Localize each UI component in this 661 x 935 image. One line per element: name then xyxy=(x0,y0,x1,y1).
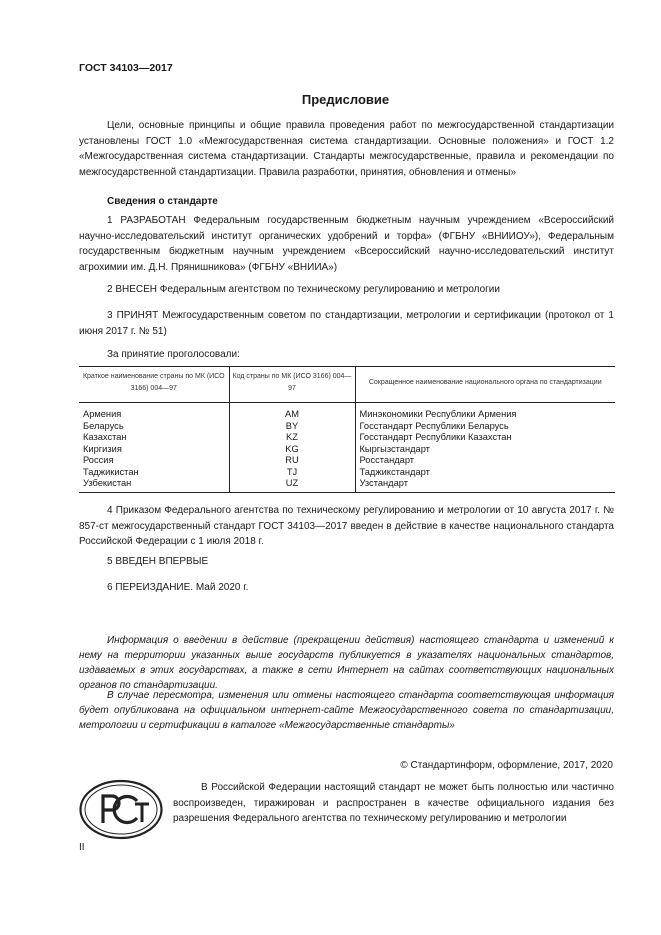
table-row xyxy=(79,455,615,467)
table-row xyxy=(79,432,615,444)
intro-paragraph: Цели, основные принципы и общие правила проведения работ по межгосударственной стандартизации установлены ГОСТ 1.0 «Межгосударственная система стандартизации. Основные положения» и ГОСТ 1.2 «Межгосударственная система стандартизации. Стандарты межгосударственные, правила и рекомендации по межгосударственной стандартизации. Правила разработки, принятия, обновления и отмены» xyxy=(79,120,614,178)
rst-logo-icon xyxy=(79,779,163,840)
standards-body: Госстандарт Республики Казахстан xyxy=(355,432,615,444)
country-code: AM xyxy=(229,403,355,421)
country-code: UZ xyxy=(229,478,355,492)
item-adopted: 3 ПРИНЯТ Межгосударственным советом по стандартизации, метрологии и сертификации (протокол от 1 июня 2017 г. № 51) xyxy=(79,310,614,337)
item-developed: 1 РАЗРАБОТАН Федеральным государственным бюджетным научным учреждением «Всероссийский научно-исследовательский институт органических удобрений и торфа» (ФГБНУ «ВНИИОУ»), Федеральным государственным бюджетным научным учреждением «Всероссийский научно-исследовательский институт агрохимии им. Д.Н. Прянишникова» (ФГБНУ «ВНИИА») xyxy=(79,215,614,273)
country-name: Киргизия xyxy=(83,443,122,454)
country-name: Узбекистан xyxy=(79,478,229,492)
table-header: Код страны по МК (ИСО 3166) 004—97 xyxy=(229,367,355,403)
table-row xyxy=(79,478,615,492)
standards-body: Кыргызстандарт xyxy=(355,444,615,456)
voted-label: За принятие проголосовали: xyxy=(107,349,240,360)
country-code: RU xyxy=(229,455,355,467)
item-order: 4 Приказом Федерального агентства по техническому регулированию и метрологии от 10 августа 2017 г. № 857-ст межгосударственный стандарт ГОСТ 34103—2017 введен в действие в качестве национального стандарта Российской Федерации с 1 июля 2018 г. xyxy=(79,505,614,547)
country-code: KZ xyxy=(229,432,355,444)
item-reissue: 6 ПЕРЕИЗДАНИЕ. Май 2020 г. xyxy=(107,582,249,593)
notice-introduction: Информация о введении в действие (прекращении действия) настоящего стандарта и изменений к нему на территории указанных выше государств публикуется в указателях национальных стандартов, издаваемых в этих государствах, а также в сети Интернет на сайтах соответствующих национальных органов по стандартизации. xyxy=(79,635,614,691)
country-name: Армения xyxy=(83,409,122,419)
country-name: Россия xyxy=(83,455,114,465)
standards-body: Таджикстандарт xyxy=(355,467,615,479)
reproduction-rights: В Российской Федерации настоящий стандарт не может быть полностью или частично воспроизведен, тиражирован и распространен в качестве официального издания без разрешения Федерального агентства по техническому регулированию и метрологии xyxy=(173,782,614,824)
copyright-line: © Стандартинформ, оформление, 2017, 2020 xyxy=(400,760,613,771)
table-row xyxy=(79,444,615,456)
document-code: ГОСТ 34103—2017 xyxy=(79,62,173,74)
table-header: Сокращенное наименование национального органа по стандартизации xyxy=(355,367,615,403)
standards-body: Минэкономики Республики Армения xyxy=(355,403,615,421)
standards-body: Узстандарт xyxy=(355,478,615,492)
table-row xyxy=(79,403,615,421)
voting-table xyxy=(79,366,615,493)
page-title: Предисловие xyxy=(301,92,390,107)
table-header-row xyxy=(79,367,615,403)
notice-revision: В случае пересмотра, изменения или отмены настоящего стандарта соответствующая информация будет опубликована на официальном интернет-сайте Межгосударственного совета по стандартизации, метрологии и сертификации в каталоге «Межгосударственные стандарты» xyxy=(79,690,614,731)
table-header: Краткое наименование страны по МК (ИСО 3166) 004—97 xyxy=(79,367,229,403)
country-code: KG xyxy=(229,444,355,456)
country-name: Беларусь xyxy=(83,420,124,431)
country-name: Таджикистан xyxy=(83,466,139,477)
table-row xyxy=(79,467,615,479)
country-code: TJ xyxy=(229,467,355,479)
section-subtitle: Сведения о стандарте xyxy=(107,196,218,207)
standards-body: Росстандарт xyxy=(355,455,615,467)
country-code: BY xyxy=(229,421,355,433)
item-first-introduced: 5 ВВЕДЕН ВПЕРВЫЕ xyxy=(107,556,209,567)
page-number: II xyxy=(79,842,85,853)
standards-body: Госстандарт Республики Беларусь xyxy=(355,421,615,433)
country-name: Казахстан xyxy=(83,432,127,442)
item-introduced: 2 ВНЕСЕН Федеральным агентством по техническому регулированию и метрологии xyxy=(107,284,500,295)
table-row xyxy=(79,421,615,433)
